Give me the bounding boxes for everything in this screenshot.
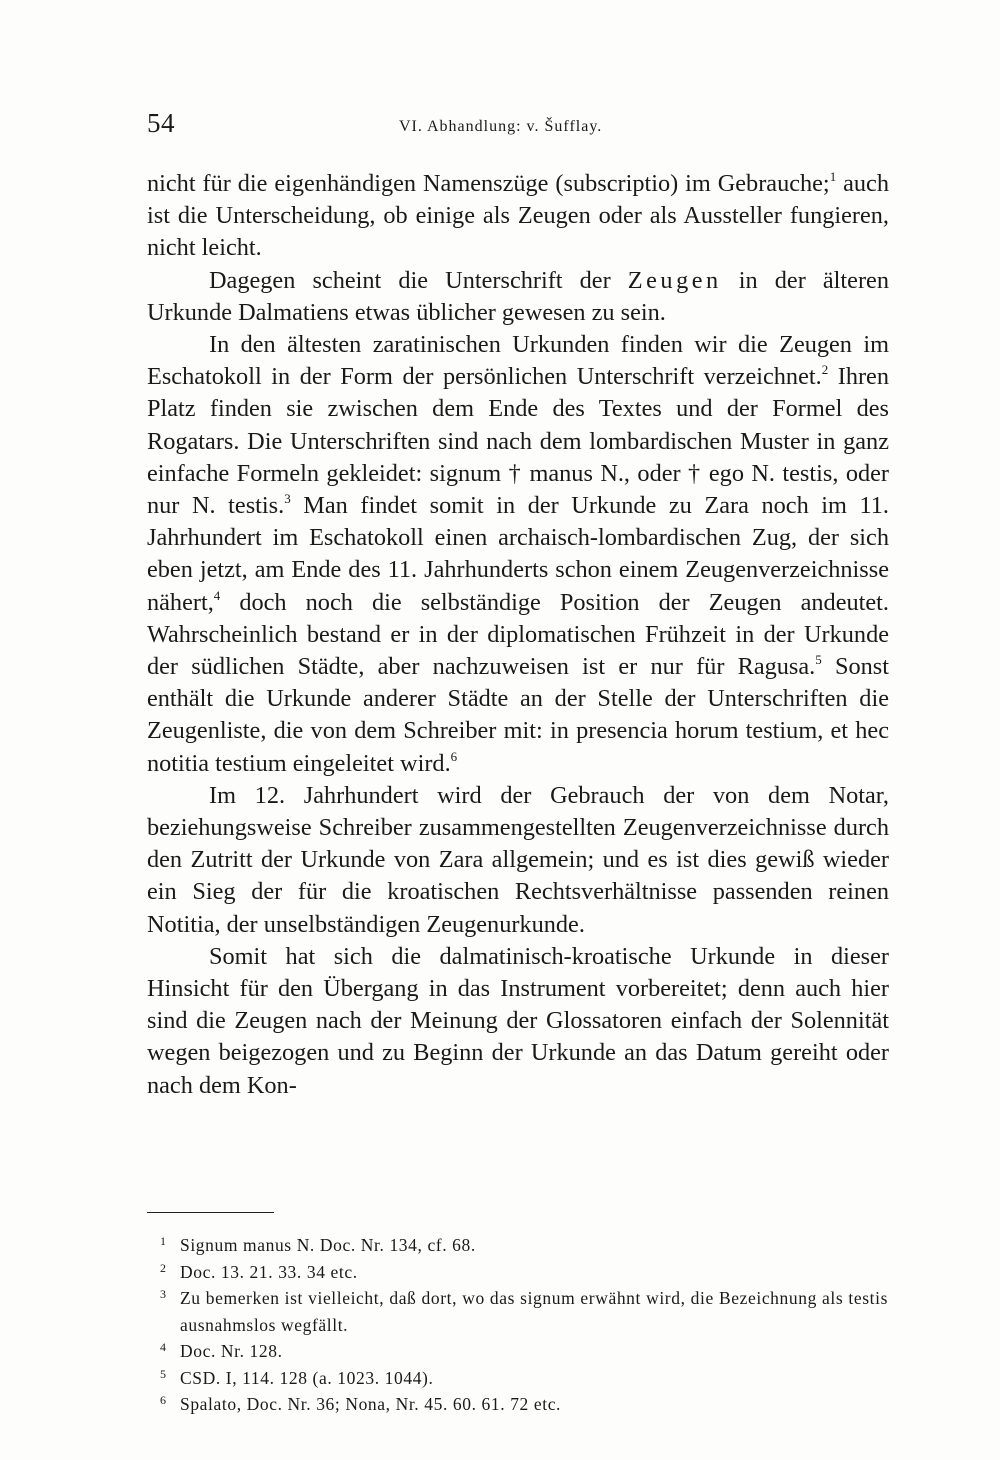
footnote-1: 1 Signum manus N. Doc. Nr. 134, cf. 68. [160,1234,476,1255]
paragraph-4: Im 12. Jahrhundert wird der Gebrauch der von dem Notar, beziehungsweise Schreiber zusammengestellten Zeugenverzeichnisse durch den Zutritt der Urkunde von Zara allgemein; und es ist dies gewiß wieder ein Sieg der für die kroatischen Rechtsverhältnisse passenden reinen Notitia, der unselbständigen Zeugenurkunde. [147,781,889,938]
footnote-6: 6 Spalato, Doc. Nr. 36; Nona, Nr. 45. 60. 61. 72 etc. [160,1393,562,1414]
footnote-ref-6: 6 [450,748,458,764]
paragraph-1 [147,168,889,265]
footnote-3-text: Zu bemerken ist vielleicht, daß dort, wo das signum erwähnt wird, die Bezeichnung als testis ausnahmslos wegfällt. [180,1288,888,1335]
paragraph-3 [147,329,889,780]
page-header [147,108,893,144]
paragraph-3-text-b: Ihren Platz finden sie zwischen dem Ende des Textes und der Formel des Rogatars. Die Unterschriften sind nach dem lombardischen Muster in ganz einfache Formeln gekleidet: signum † manus N., oder † ego N. testis, oder nur N. testis. [147,363,889,520]
footnote-6-text: Spalato, Doc. Nr. 36; Nona, Nr. 45. 60. 61. 72 etc. [180,1394,562,1414]
paragraph-3-text-d: doch noch die selbständige Position der Zeugen andeutet. Wahrscheinlich bestand er in der diplomatischen Frühzeit in der Urkunde der südlichen Städte, aber nachzuweisen ist er nur für Ragusa. [147,588,889,681]
paragraph-2-emphasis: Zeugen [627,266,722,294]
main-text [147,168,889,1102]
paragraph-1-text-b: auch ist die Unterscheidung, ob einige als Zeugen oder als Aussteller fungieren, nicht leicht. [147,170,889,262]
paragraph-2-text-b: in der älteren Urkunde Dalmatiens etwas üblicher gewesen zu sein. [147,266,889,326]
footnote-4-text: Doc. Nr. 128. [180,1341,283,1361]
footnote-3: 3 Zu bemerken ist vielleicht, daß dort, wo das signum erwähnt wird, die Bezeichnung als testis ausnahmslos wegfällt. [160,1287,888,1335]
footnote-ref-2: 2 [821,362,829,378]
footnote-5: 5 CSD. I, 114. 128 (a. 1023. 1044). [160,1366,434,1388]
footnote-5-text: CSD. I, 114. 128 (a. 1023. 1044). [180,1367,434,1388]
paragraph-2-text-a: Dagegen scheint die Unterschrift der [209,266,628,294]
footnote-1-text: Signum manus N. Doc. Nr. 134, cf. 68. [180,1235,476,1255]
paragraph-3-text-a: In den ältesten zaratinischen Urkunden finden wir die Zeugen im Eschatokoll in der Form der persönlichen Unterschrift verzeichnet. [147,331,889,391]
running-head: VI. Abhandlung: v. Šufflay. [399,118,603,135]
footnote-2-text: Doc. 13. 21. 33. 34 etc. [180,1261,358,1282]
page-number: 54 [147,108,175,138]
footnote-ref-1: 1 [829,169,837,184]
paragraph-5: Somit hat sich die dalmatinisch-kroatische Urkunde in dieser Hinsicht für den Übergang in das Instrument vorbereitet; denn auch hier sind die Zeugen nach der Meinung der Glossatoren einfach der Solennität wegen beigezogen und zu Beginn der Urkunde an das Datum gereiht oder nach dem Kon- [147,942,889,1099]
paragraph-3-text-c: Man findet somit in der Urkunde zu Zara noch im 11. Jahrhundert im Eschatokoll einen archaisch-lombardischen Zug, der sich eben jetzt, am Ende des 11. Jahrhunderts schon einem Zeugenverzeichnisse nähert, [147,492,889,616]
footnote-2: 2 Doc. 13. 21. 33. 34 etc. [160,1260,358,1282]
footnote-ref-3: 3 [284,491,291,507]
footnote-rule [147,1212,274,1213]
footnote-ref-4: 4 [213,587,221,603]
footnote-ref-5: 5 [815,652,822,668]
footnotes [160,1232,888,1418]
paragraph-3-text-e: Sonst enthält die Urkunde anderer Städte an der Stelle der Unterschriften die Zeugenliste, die von dem Schreiber mit: in presencia horum testium, et hec notitia testium eingeleitet wird. [147,653,889,777]
paragraph-2 [147,265,889,329]
footnote-4: 4 Doc. Nr. 128. [160,1340,283,1361]
paragraph-1-text-a: nicht für die eigenhändigen Namenszüge (subscriptio) im Gebrauche; [147,170,830,197]
